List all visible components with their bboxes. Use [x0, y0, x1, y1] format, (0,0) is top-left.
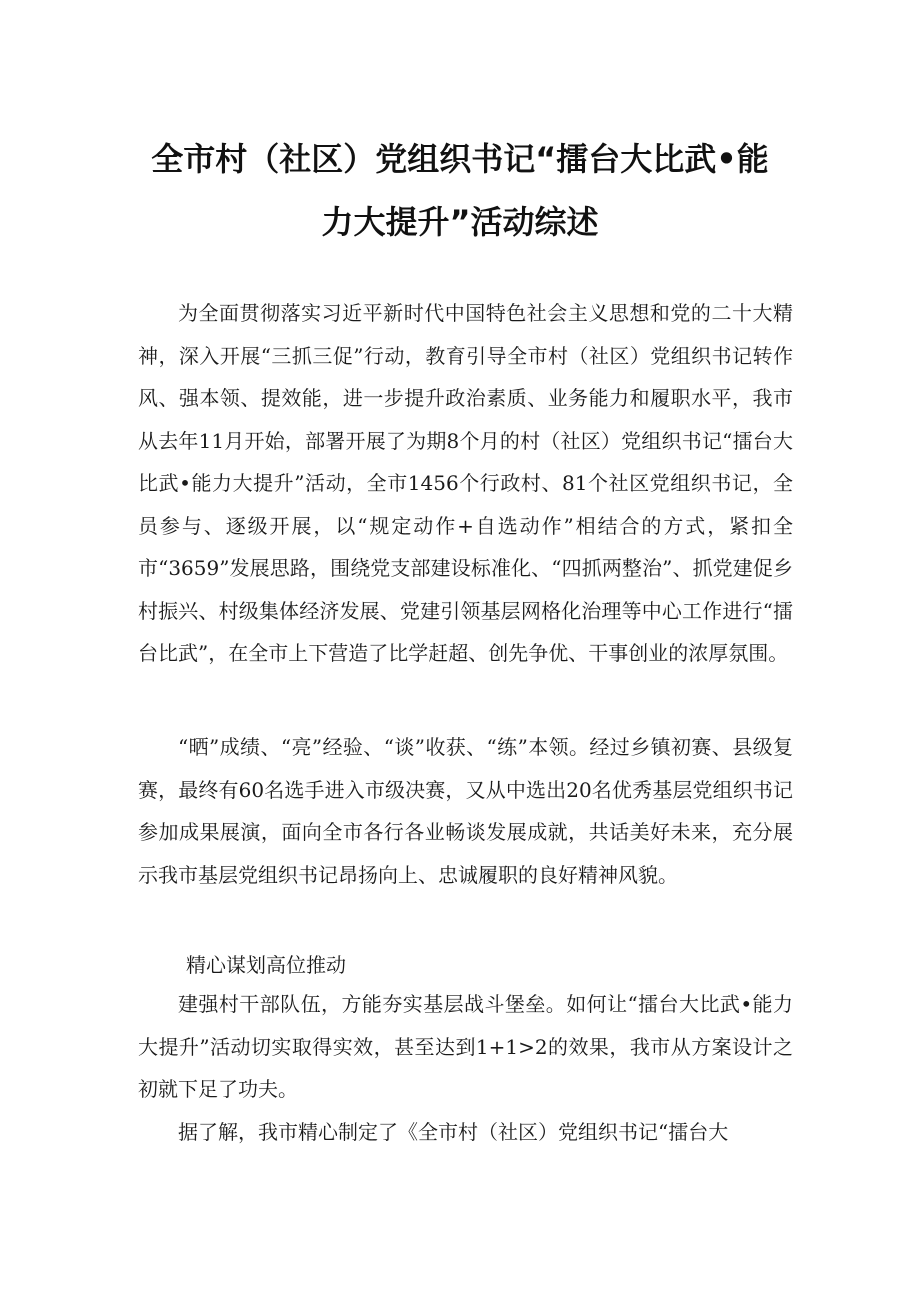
paragraph-text: “晒”成绩、“亮”经验、“谈”收获、“练”本领。经过乡镇初赛、县级复赛，最终有60名选手进入市级决赛，又从中选出20名优秀基层党组织书记参加成果展演，面向全市各行各业畅谈发展成就，共话美好未来，充分展示我市基层党组织书记昂扬向上、忠诚履职的良好精神风貌。: [138, 735, 793, 887]
section-heading-text: 精心谋划高位推动: [186, 953, 346, 977]
paragraph-planning: [138, 983, 793, 1111]
paragraph-text: 建强村干部队伍，方能夯实基层战斗堡垒。如何让“擂台大比武•能力大提升”活动切实取得实效，甚至达到1+1>2的效果，我市从方案设计之初就下足了功夫。: [138, 992, 793, 1101]
paragraph-plan-detail: [138, 1111, 793, 1154]
paragraph-intro: [138, 292, 793, 675]
document-title-line-2: 力大提升”活动综述: [321, 203, 599, 241]
paragraph-achievements: [138, 726, 793, 896]
section-heading: [138, 944, 793, 987]
document-title-line-1: 全市村（社区）党组织书记“擂台大比武•能: [151, 140, 769, 178]
paragraph-text: 为全面贯彻落实习近平新时代中国特色社会主义思想和党的二十大精神，深入开展“三抓三促”行动，教育引导全市村（社区）党组织书记转作风、强本领、提效能，进一步提升政治素质、业务能力和履职水平，我市从去年11月开始，部署开展了为期8个月的村（社区）党组织书记“擂台大比武•能力大提升”活动，全市1456个行政村、81个社区党组织书记，全员参与、逐级开展，以“规定动作+自选动作”相结合的方式，紧扣全市“3659”发展思路，围绕党支部建设标准化、“四抓两整治”、抓党建促乡村振兴、村级集体经济发展、党建引领基层网格化治理等中心工作进行“擂台比武”，在全市上下营造了比学赶超、创先争优、干事创业的浓厚氛围。: [138, 301, 793, 665]
paragraph-text: 据了解，我市精心制定了《全市村（社区）党组织书记“擂台大: [178, 1120, 729, 1144]
